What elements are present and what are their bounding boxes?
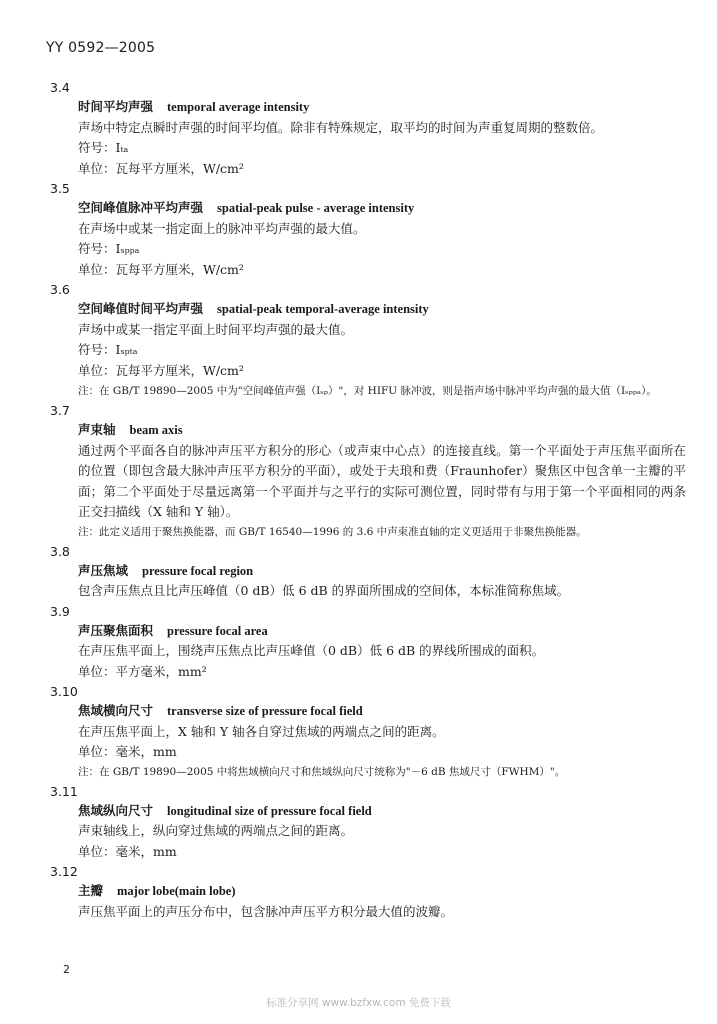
term-english: longitudinal size of pressure focal field xyxy=(167,803,372,818)
definition-text: 声场中特定点瞬时声强的时间平均值。除非有特殊规定，取平均的时间为声重复周期的整数倍。 xyxy=(78,119,604,135)
term-chinese: 时间平均声强 xyxy=(78,99,154,114)
section-3-4 xyxy=(50,78,690,179)
section-number: 3.8 xyxy=(50,543,70,559)
section-number: 3.10 xyxy=(50,684,78,699)
section-number: 3.7 xyxy=(50,403,70,418)
section-number: 3.4 xyxy=(50,80,70,95)
definition-text: 声压焦平面上的声压分布中，包含脉冲声压平方积分最大值的波瓣。 xyxy=(78,903,454,919)
section-number: 3.5 xyxy=(50,181,70,196)
term-heading xyxy=(50,881,690,902)
symbol-line: 符号：Iₛₚₜₐ xyxy=(78,342,138,357)
term-english: spatial-peak pulse - average intensity xyxy=(217,201,415,215)
term-heading xyxy=(50,621,690,642)
term-chinese: 焦域纵向尺寸 xyxy=(78,802,154,818)
term-english: temporal average intensity xyxy=(167,100,310,114)
term-chinese: 声压焦域 xyxy=(78,562,129,578)
page-number: 2 xyxy=(63,963,70,976)
unit-line: 单位：平方毫米，mm² xyxy=(78,663,207,679)
section-3-7 xyxy=(50,401,690,542)
symbol-line: 符号：Iₛₚₚₐ xyxy=(78,241,140,256)
section-3-10 xyxy=(50,682,690,782)
term-heading xyxy=(50,97,690,118)
term-heading xyxy=(50,198,690,219)
section-number: 3.12 xyxy=(50,864,78,879)
unit-line: 单位：毫米，mm xyxy=(78,843,177,859)
unit-line: 单位：瓦每平方厘米，W/cm² xyxy=(78,261,244,277)
term-chinese: 空间峰值时间平均声强 xyxy=(78,301,204,316)
unit-line: 单位：瓦每平方厘米，W/cm² xyxy=(78,362,244,378)
term-english: spatial-peak temporal-average intensity xyxy=(217,302,429,316)
section-number: 3.11 xyxy=(50,783,78,799)
term-english: transverse size of pressure focal field xyxy=(167,704,363,718)
definition-text: 在声压焦平面上，围绕声压焦点比声压峰值（0 dB）低 6 dB 的界线所围成的面积。 xyxy=(78,643,545,658)
section-3-12 xyxy=(50,862,690,922)
term-chinese: 声束轴 xyxy=(78,422,116,437)
definition-text: 通过两个平面各自的脉冲声压平方积分的形心（或声束中心点）的连接直线。第一个平面处于声压焦平面所在的位置（即包含最大脉冲声压平方积分的平面），或处于夫琅和费（Fraunhofer）聚焦区中包含单一主瓣的平面；第二个平面处于尽量远离第一个平面并与之平行的实际可测位置，同时带有与用于第一个平面相同的两条正交扫描线（X 轴和 Y 轴）。 xyxy=(78,442,686,519)
term-chinese: 主瓣 xyxy=(78,883,104,898)
definitions-list xyxy=(50,78,690,922)
term-heading xyxy=(50,701,690,722)
section-number: 3.6 xyxy=(50,282,70,297)
symbol-line: 符号：Iₜₐ xyxy=(78,140,129,155)
term-heading xyxy=(50,299,690,320)
definition-text: 包含声压焦点且比声压峰值（0 dB）低 6 dB 的界面所围成的空间体，本标准简称焦域。 xyxy=(78,583,570,598)
definition-text: 在声场中或某一指定面上的脉冲平均声强的最大值。 xyxy=(78,220,366,236)
section-3-9 xyxy=(50,602,690,683)
section-3-5 xyxy=(50,179,690,280)
definition-text: 在声压焦平面上，X 轴和 Y 轴各自穿过焦域的两端点之间的距离。 xyxy=(78,723,445,739)
term-english: major lobe(main lobe) xyxy=(117,884,236,898)
definition-text: 声束轴线上，纵向穿过焦域的两端点之间的距离。 xyxy=(78,823,354,838)
watermark-text: 标准分享网 www.bzfxw.com 免费下载 xyxy=(266,997,451,1009)
term-chinese: 声压聚焦面积 xyxy=(78,622,154,638)
section-3-8 xyxy=(50,542,690,602)
term-heading xyxy=(50,561,690,582)
section-number: 3.9 xyxy=(50,603,70,619)
term-chinese: 空间峰值脉冲平均声强 xyxy=(78,200,204,215)
note-text: 注：在 GB/T 19890—2005 中为"空间峰值声强（Iₛₚ）"，对 HIFU 脉冲波，则是指声场中脉冲平均声强的最大值（Iₛₚₚₐ）。 xyxy=(78,385,657,397)
term-english: pressure focal region xyxy=(142,563,254,578)
section-3-11 xyxy=(50,782,690,863)
term-heading xyxy=(50,801,690,822)
term-english: beam axis xyxy=(129,423,183,437)
unit-line: 单位：瓦每平方厘米，W/cm² xyxy=(78,160,244,176)
term-heading xyxy=(50,420,690,441)
unit-line: 单位：毫米，mm xyxy=(78,744,177,759)
note-text: 注：此定义适用于聚焦换能器，而 GB/T 16540—1996 的 3.6 中声束准直轴的定义更适用于非聚焦换能器。 xyxy=(78,525,587,538)
note-text: 注：在 GB/T 19890—2005 中将焦域横向尺寸和焦域纵向尺寸统称为"－6 dB 焦域尺寸（FWHM）"。 xyxy=(78,765,566,778)
standard-number: YY 0592—2005 xyxy=(46,40,156,56)
term-chinese: 焦域横向尺寸 xyxy=(78,703,154,718)
section-3-6 xyxy=(50,280,690,401)
term-english: pressure focal area xyxy=(167,623,268,638)
definition-text: 声场中或某一指定平面上时间平均声强的最大值。 xyxy=(78,321,354,337)
